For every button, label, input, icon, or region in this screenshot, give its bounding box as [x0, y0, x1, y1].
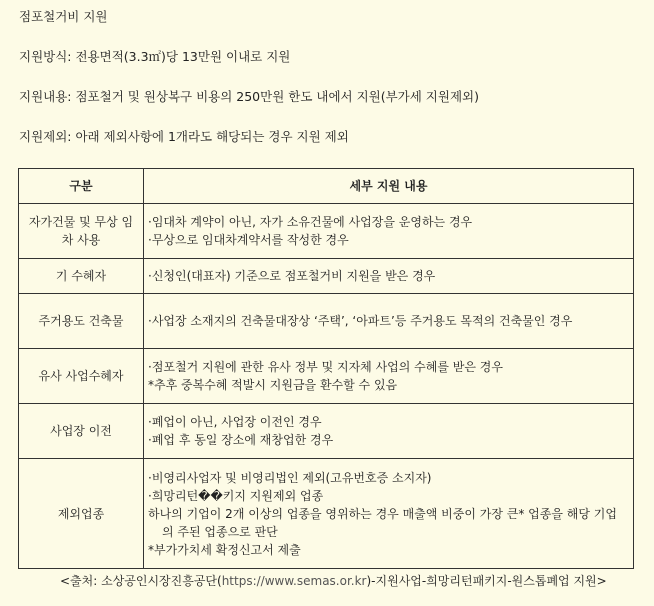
detail-line: 하나의 기업이 2개 이상의 업종을 영위하는 경우 매출액 비중이 가장 큰* 업종을 해당 기업의 주된 업종으로 판단: [148, 506, 617, 539]
table-row: [19, 404, 634, 459]
row-category: 사업장 이전: [19, 404, 144, 459]
source-url-link[interactable]: https://www.semas.or.kr: [221, 574, 367, 588]
detail-line: ·비영리사업자 및 비영리법인 제외(고유번호증 소지자): [148, 470, 432, 485]
row-detail: [144, 404, 634, 459]
detail-line: ·점포철거 지원에 관한 유사 정부 및 지자체 사업의 수혜를 받은 경우: [148, 360, 503, 374]
section-title: 점포철거비 지원: [19, 9, 108, 24]
row-detail: [144, 294, 634, 349]
source-suffix: )-지원사업-희망리턴패키지-원스톱폐업 지원>: [366, 574, 607, 588]
detail-line: *추후 중복수혜 적발시 지원금을 환수할 수 있음: [148, 378, 398, 392]
source-prefix: <출처: 소상공인시장진흥공단(: [60, 574, 222, 588]
table-row: [19, 204, 634, 259]
row-category: 제외업종: [19, 459, 144, 569]
detail-line: ·폐업 후 동일 장소에 재창업한 경우: [148, 433, 334, 447]
detail-line: ·폐업이 아닌, 사업장 이전인 경우: [148, 415, 322, 429]
row-category: 주거용도 건축물: [19, 294, 144, 349]
row-detail: [144, 204, 634, 259]
row-detail: [144, 349, 634, 404]
detail-line: *부가가치세 확정신고서 제출: [148, 542, 301, 557]
table-row: [19, 259, 634, 294]
header-detail: 세부 지원 내용: [144, 169, 634, 204]
row-detail: [144, 459, 634, 569]
support-content-text: 지원내용: 점포철거 및 원상복구 비용의 250만원 한도 내에서 지원(부가세 지원제외): [19, 89, 479, 104]
table-row: [19, 349, 634, 404]
detail-line: ·신청인(대표자) 기준으로 점포철거비 지원을 받은 경우: [148, 269, 436, 283]
row-category: 자가건물 및 무상 임차 사용: [19, 204, 144, 259]
detail-line: ·무상으로 임대차계약서를 작성한 경우: [148, 233, 349, 247]
row-category: 기 수혜자: [19, 259, 144, 294]
detail-line: ·임대차 계약이 아닌, 자가 소유건물에 사업장을 운영하는 경우: [148, 215, 473, 229]
support-method-text: 지원방식: 전용면적(3.3㎡)당 13만원 이내로 지원: [19, 49, 291, 64]
header-category: 구분: [19, 169, 144, 204]
table-row: [19, 459, 634, 569]
exclusion-table: [18, 168, 634, 569]
detail-line: ·사업장 소재지의 건축물대장상 ‘주택’, ‘아파트’등 주거용도 목적의 건축물인 경우: [148, 314, 573, 328]
row-category: 유사 사업수혜자: [19, 349, 144, 404]
row-detail: [144, 259, 634, 294]
table-header-row: [19, 169, 634, 204]
source-citation: [60, 573, 607, 589]
table-row: [19, 294, 634, 349]
detail-line: ·희망리턴��키지 지원제외 업종: [148, 488, 324, 503]
support-exclusion-text: 지원제외: 아래 제외사항에 1개라도 해당되는 경우 지원 제외: [19, 129, 349, 144]
